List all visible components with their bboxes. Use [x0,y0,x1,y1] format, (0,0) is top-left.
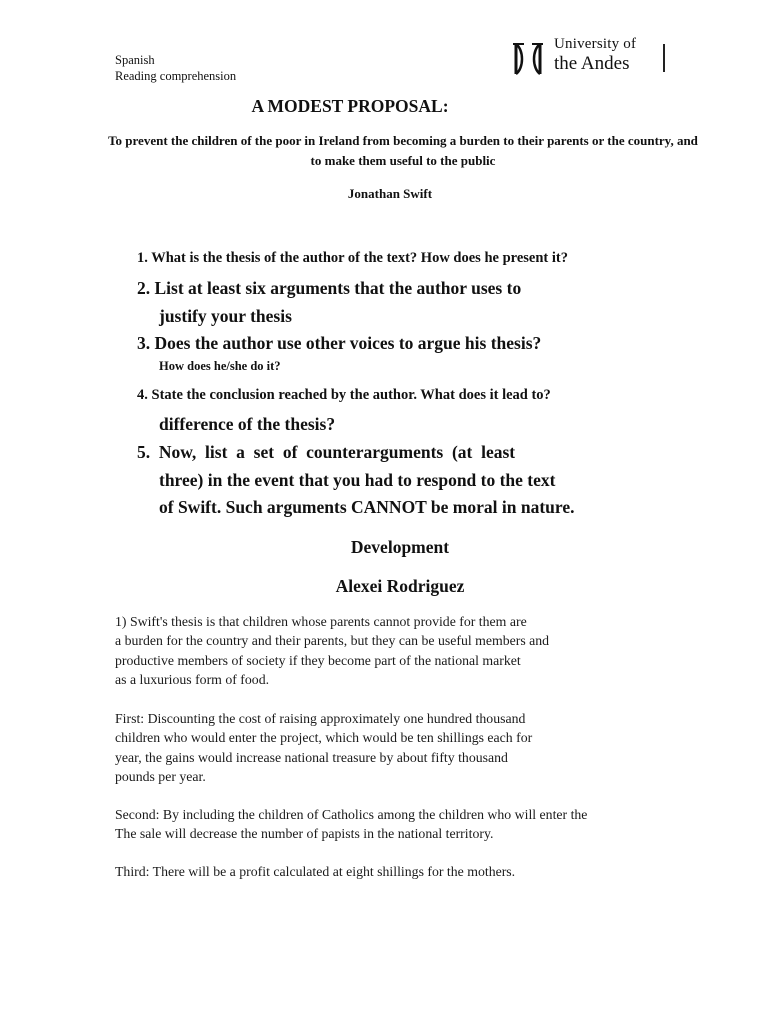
question-4-line1: 4. State the conclusion reached by the author. What does it lead to? [137,387,551,403]
university-logo [510,38,665,80]
question-3-line2: How does he/she do it? [159,359,281,373]
document-title: A MODEST PROPOSAL: [251,96,449,116]
document-subtitle: To prevent the children of the poor in Ireland from becoming a burden to their parents or the country, and to make them useful to the public [108,133,698,168]
question-5-line1: 5. Now, list a set of counterarguments (at least [137,442,516,462]
course-topic: Reading comprehension [115,69,237,83]
question-1: 1. What is the thesis of the author of the text? How does he present it? [137,250,568,266]
course-subject: Spanish [115,53,155,67]
course-header [115,52,236,84]
development-heading: Development [350,537,450,557]
question-5-line3: of Swift. Such arguments CANNOT be moral in nature. [159,497,575,517]
answer-paragraph-4: Third: There will be a profit calculated at eight shillings for the mothers. [115,864,516,879]
logo-divider [663,44,665,72]
answer-paragraph-1: 1) Swift's thesis is that children whose parents cannot provide for them are a burden for the country and their parents, but they can be useful members and productive members of society if they become part of the national market as a luxurious form of food. [115,614,550,687]
university-emblem-icon [510,40,546,78]
answer-paragraph-3: Second: By including the children of Catholics among the children who will enter the The sale will decrease the number of papists in the national territory. [115,807,588,842]
question-3-line1: 3. Does the author use other voices to argue his thesis? [137,333,542,353]
question-2-line2: justify your thesis [159,306,292,326]
student-name: Alexei Rodriguez [335,576,465,596]
logo-text-line2: the Andes [554,53,630,74]
question-5-line2: three) in the event that you had to respond to the text [159,470,556,490]
document-author: Jonathan Swift [347,186,433,201]
logo-text-line1: University of [554,36,637,52]
answer-paragraph-2: First: Discounting the cost of raising approximately one hundred thousand children who would enter the project, which would be ten shillings each for year, the gains would increase national treasure by about fifty thousand pounds per year. [115,711,533,784]
question-2-line1: 2. List at least six arguments that the author uses to [137,278,522,298]
question-4-line2: difference of the thesis? [159,414,336,434]
